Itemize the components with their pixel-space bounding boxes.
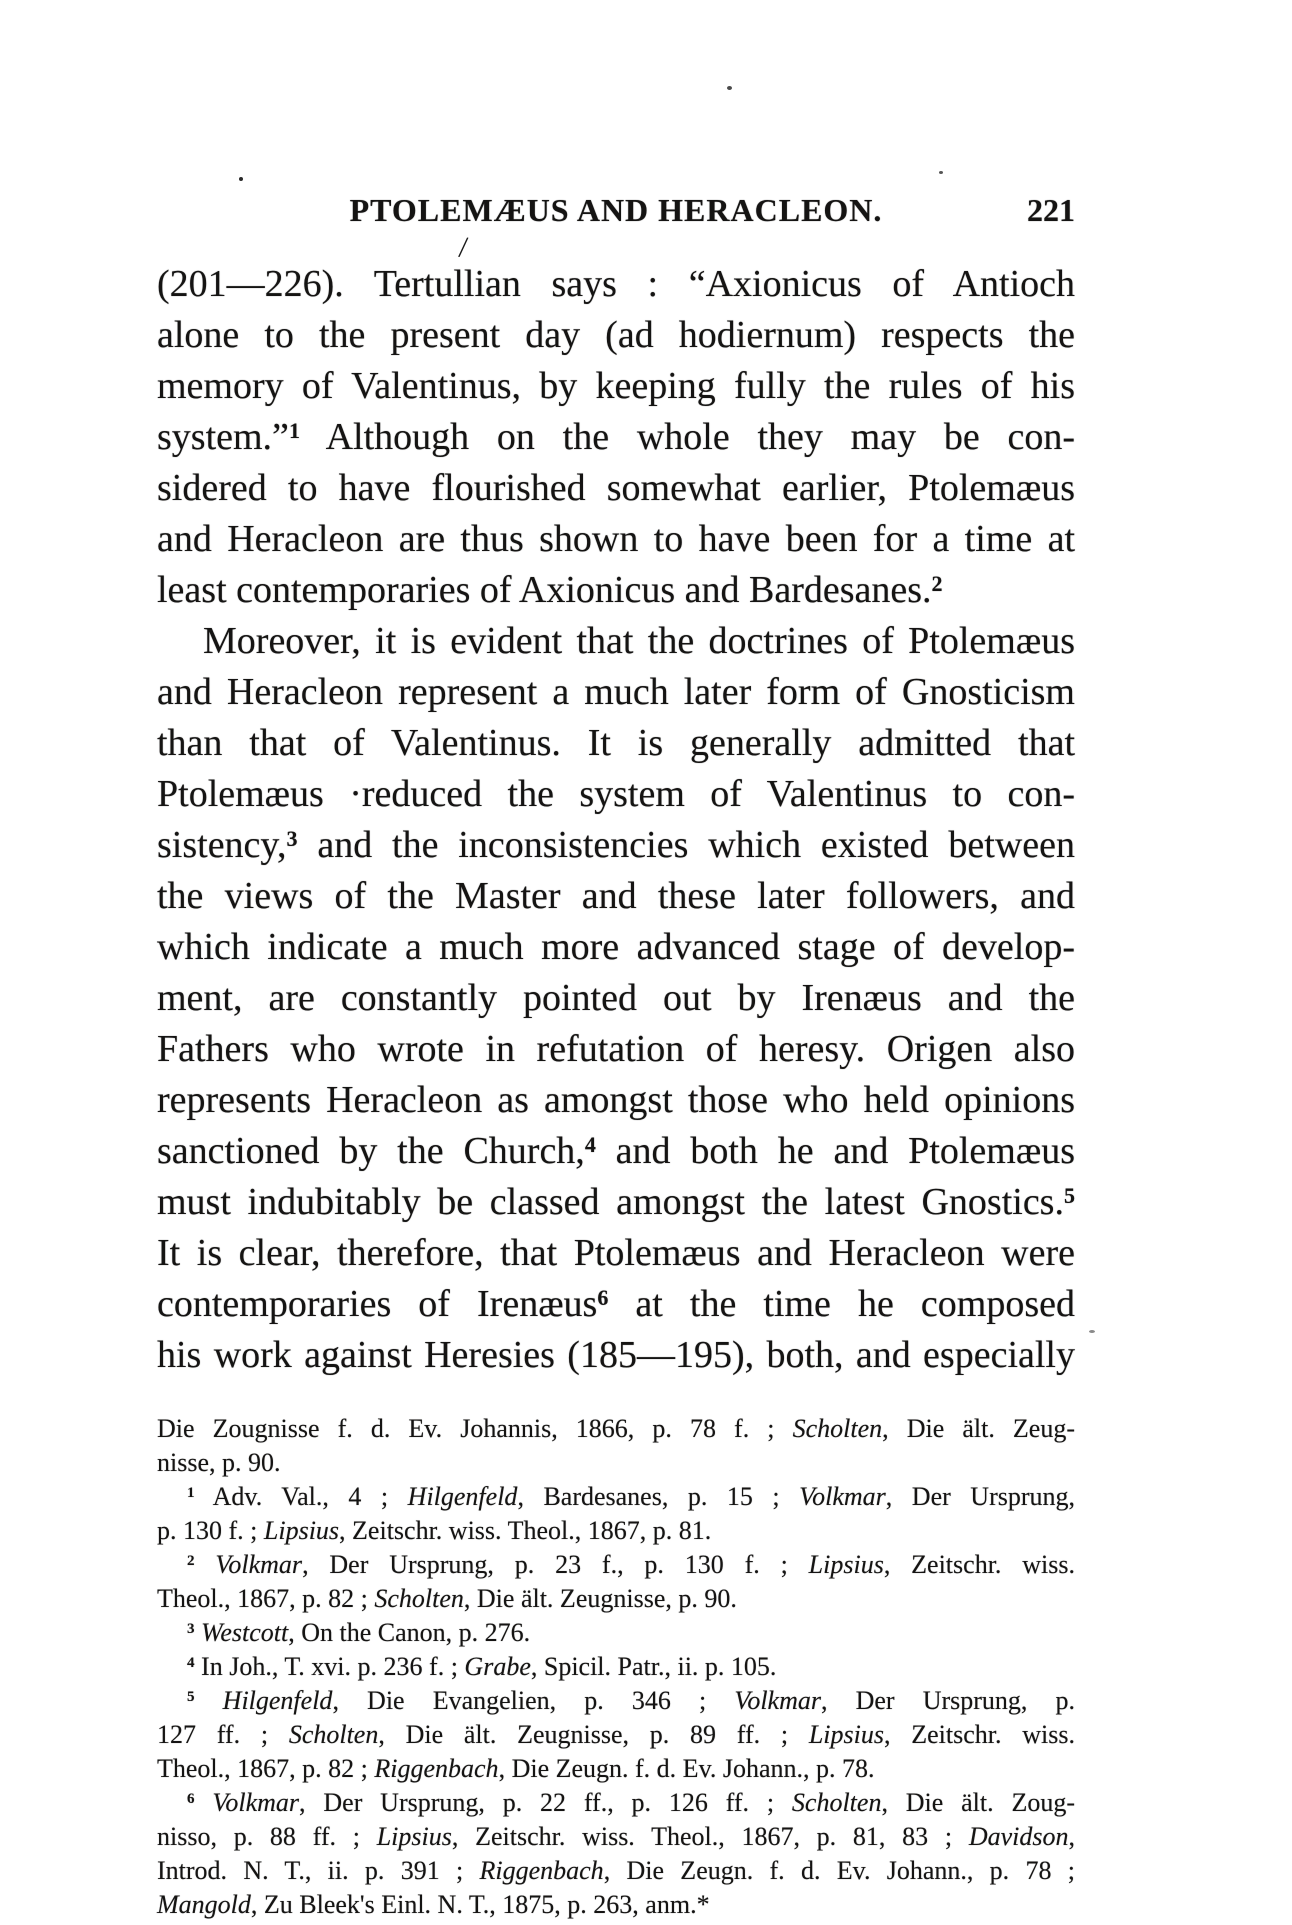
text-line: his work against Heresies (185—195), both, and especially — [157, 1334, 1075, 1376]
text-line: Ptolemæus ·reduced the system of Valentinus to con- — [157, 773, 1075, 815]
text-line: It is clear, therefore, that Ptolemæus and Heracleon were — [157, 1232, 1075, 1274]
text-line: Die Zougnisse f. d. Ev. Johannis, 1866, p. 78 f. ; Scholten, Die ält. Zeug- — [157, 1414, 1076, 1443]
footnote-marker: 1 — [187, 1485, 195, 1502]
text-line: $^5$ Hilgenfeld, Die Evangelien, p. 346 ; Volkmar, Der Ursprung, p. — [187, 1686, 1076, 1715]
ink-speck — [1089, 1330, 1095, 1333]
text-line: the views of the Master and these later followers, and — [157, 875, 1075, 917]
footnote-marker: 5 — [187, 1689, 195, 1706]
footnote-marker: 2 — [931, 570, 943, 596]
ink-speck — [727, 86, 732, 90]
text-line: nisse, p. 90. — [157, 1448, 281, 1477]
ink-speck — [239, 177, 243, 181]
text-line: sidered to have flourished somewhat earlier, Ptolemæus — [157, 467, 1075, 509]
footnote-marker: 5 — [1063, 1182, 1075, 1208]
footnotes — [157, 1412, 1075, 1922]
page-number: 221 — [1027, 192, 1075, 228]
text-line: system.”$^1$ Although on the whole they may be con- — [157, 416, 1075, 458]
page-title: PTOLEMÆUS AND HERACLEON. — [349, 192, 883, 228]
text-line: sistency,$^3$ and the inconsistencies which existed between — [157, 824, 1075, 866]
text-line: Moreover, it is evident that the doctrines of Ptolemæus — [203, 620, 1075, 662]
footnote-marker: 4 — [584, 1131, 596, 1157]
text-line: must indubitably be classed amongst the latest Gnostics.$^5$ — [157, 1181, 1075, 1223]
text-line: and Heracleon are thus shown to have been for a time at — [157, 518, 1075, 560]
text-line: $^4$ In Joh., T. xvi. p. 236 f. ; Grabe, Spicil. Patr., ii. p. 105. — [187, 1652, 777, 1681]
footnote-marker: 3 — [286, 825, 298, 851]
text-line: Theol., 1867, p. 82 ; Riggenbach, Die Zeugn. f. d. Ev. Johann., p. 78. — [157, 1754, 875, 1783]
text-line: nisso, p. 88 ff. ; Lipsius, Zeitschr. wiss. Theol., 1867, p. 81, 83 ; Davidson, — [157, 1822, 1076, 1851]
text-line: $^3$ Westcott, On the Canon, p. 276. — [187, 1618, 531, 1647]
text-line: which indicate a much more advanced stage of develop- — [157, 926, 1075, 968]
running-header — [157, 192, 1075, 232]
footnote-marker: 6 — [187, 1791, 195, 1808]
text-line: Mangold, Zu Bleek's Einl. N. T., 1875, p. 263, anm.* — [157, 1890, 710, 1919]
text-line: $^6$ Volkmar, Der Ursprung, p. 22 ff., p. 126 ff. ; Scholten, Die ält. Zoug- — [187, 1788, 1075, 1817]
body-text — [157, 259, 1075, 1381]
text-line: memory of Valentinus, by keeping fully the rules of his — [157, 365, 1075, 407]
ink-speck — [939, 171, 943, 174]
text-line: sanctioned by the Church,$^4$ and both he and Ptolemæus — [157, 1130, 1075, 1172]
footnote-marker: 2 — [187, 1553, 195, 1570]
text-line: ment, are constantly pointed out by Irenæus and the — [157, 977, 1075, 1019]
footnote-marker: 3 — [187, 1621, 195, 1638]
text-line: 127 ff. ; Scholten, Die ält. Zeugnisse, p. 89 ff. ; Lipsius, Zeitschr. wiss. — [157, 1720, 1075, 1749]
footnote-marker: 6 — [597, 1284, 609, 1310]
text-line: Theol., 1867, p. 82 ; Scholten, Die ält. Zeugnisse, p. 90. — [157, 1584, 737, 1613]
text-line: and Heracleon represent a much later form of Gnosticism — [157, 671, 1075, 713]
text-line: least contemporaries of Axionicus and Bardesanes.$^2$ — [157, 569, 943, 611]
text-line: Fathers who wrote in refutation of heresy. Origen also — [157, 1028, 1075, 1070]
text-line: than that of Valentinus. It is generally admitted that — [157, 722, 1075, 764]
text-line: alone to the present day (ad hodiernum) respects the — [157, 314, 1075, 356]
text-line: $^1$ Adv. Val., 4 ; Hilgenfeld, Bardesanes, p. 15 ; Volkmar, Der Ursprung, — [187, 1482, 1076, 1511]
stray-ink-mark: / — [457, 230, 470, 265]
text-line: represents Heracleon as amongst those who held opinions — [157, 1079, 1075, 1121]
footnote-marker: 4 — [187, 1655, 195, 1672]
text-line: contemporaries of Irenæus$^6$ at the time he composed — [157, 1283, 1075, 1325]
footnote-marker: 1 — [288, 417, 300, 443]
text-line: Introd. N. T., ii. p. 391 ; Riggenbach, Die Zeugn. f. d. Ev. Johann., p. 78 ; — [157, 1856, 1075, 1885]
text-line: p. 130 f. ; Lipsius, Zeitschr. wiss. Theol., 1867, p. 81. — [157, 1516, 712, 1545]
text-line: (201—226). Tertullian says : “Axionicus of Antioch — [157, 263, 1075, 305]
text-line: $^2$ Volkmar, Der Ursprung, p. 23 f., p. 130 f. ; Lipsius, Zeitschr. wiss. — [187, 1550, 1075, 1579]
